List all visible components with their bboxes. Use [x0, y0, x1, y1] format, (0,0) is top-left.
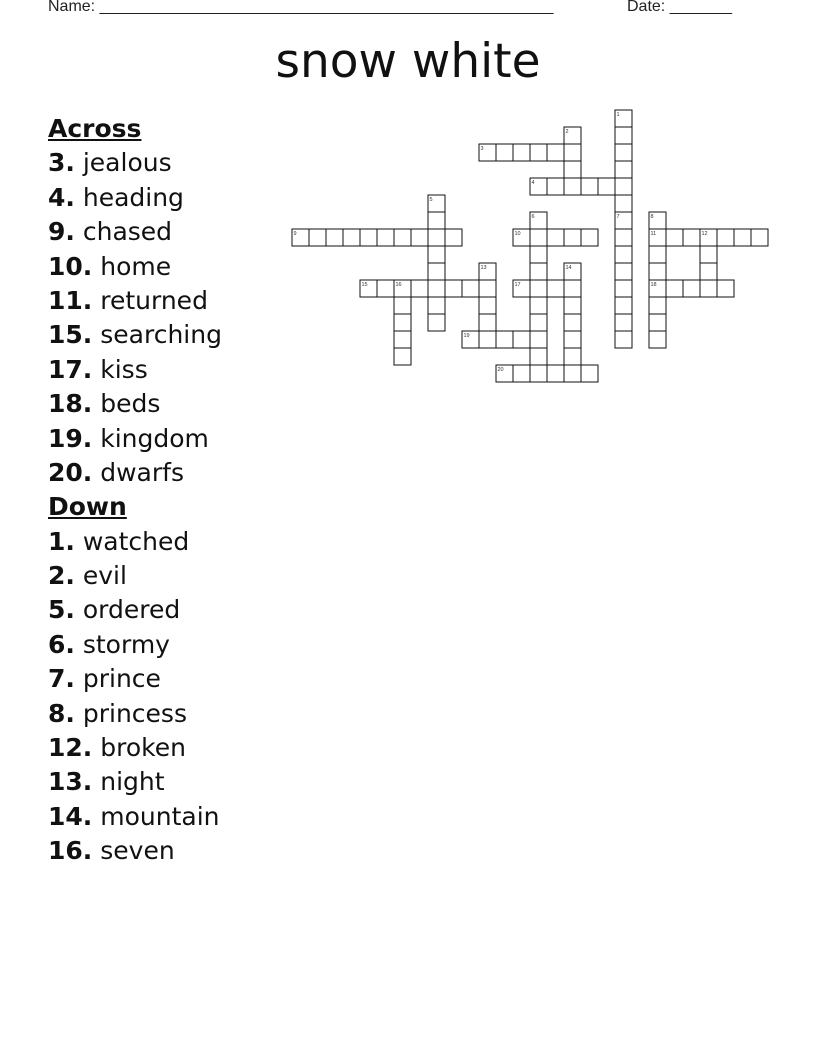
grid-cell[interactable]	[428, 297, 445, 314]
grid-cell[interactable]	[547, 144, 564, 161]
grid-cell[interactable]	[683, 229, 700, 246]
grid-cell[interactable]	[394, 331, 411, 348]
grid-cell[interactable]	[564, 365, 581, 382]
grid-cell[interactable]	[581, 365, 598, 382]
clue-text: watched	[74, 526, 190, 556]
clue-number: 8.	[48, 698, 75, 728]
cell-number: 11	[650, 231, 657, 237]
clue-text: home	[92, 251, 172, 281]
cell-number: 13	[480, 265, 487, 271]
grid-cell[interactable]	[649, 314, 666, 331]
clue-text: kiss	[92, 354, 148, 384]
cell-number: 15	[361, 282, 368, 288]
grid-cell[interactable]	[462, 280, 479, 297]
grid-cell[interactable]	[615, 297, 632, 314]
clue-number: 1.	[48, 526, 75, 556]
clue-text: evil	[74, 561, 127, 591]
cell-number: 12	[701, 231, 708, 237]
grid-cell[interactable]	[564, 229, 581, 246]
cell-number: 9	[293, 231, 297, 237]
grid-cell[interactable]	[530, 314, 547, 331]
clue-text: searching	[92, 320, 222, 350]
grid-cell[interactable]	[615, 263, 632, 280]
clue-number: 13.	[48, 767, 93, 797]
grid-cell[interactable]	[479, 331, 496, 348]
name-field-label: Name: ___________________________________________________	[48, 0, 554, 15]
grid-cell[interactable]	[615, 280, 632, 297]
grid-cell[interactable]	[547, 365, 564, 382]
grid-cell[interactable]	[547, 229, 564, 246]
grid-cell[interactable]	[615, 314, 632, 331]
grid-cell[interactable]	[700, 246, 717, 263]
cell-number: 14	[565, 265, 572, 271]
cell-number: 7	[616, 214, 620, 220]
cell-number: 6	[531, 214, 535, 220]
grid-cell[interactable]	[564, 348, 581, 365]
cell-number: 20	[497, 367, 504, 373]
grid-cell[interactable]	[326, 229, 343, 246]
page-title: snow white	[275, 34, 541, 89]
grid-cell[interactable]	[530, 331, 547, 348]
grid-cell[interactable]	[564, 314, 581, 331]
grid-cell[interactable]	[649, 246, 666, 263]
grid-cell[interactable]	[394, 297, 411, 314]
grid-cell[interactable]	[700, 263, 717, 280]
grid-cell[interactable]	[581, 178, 598, 195]
grid-cell[interactable]	[649, 331, 666, 348]
grid-cell[interactable]	[547, 280, 564, 297]
grid-cell[interactable]	[615, 161, 632, 178]
clue-text: kingdom	[92, 423, 209, 453]
grid-cell[interactable]	[683, 280, 700, 297]
grid-cell[interactable]	[530, 263, 547, 280]
grid-cell[interactable]	[377, 229, 394, 246]
clue-number: 14.	[48, 801, 93, 831]
grid-cell[interactable]	[530, 144, 547, 161]
grid-cell[interactable]	[445, 280, 462, 297]
date-field-label: Date: _______	[627, 0, 732, 15]
clue-number: 12.	[48, 733, 93, 763]
grid-cell[interactable]	[530, 280, 547, 297]
clue-number: 16.	[48, 836, 93, 866]
grid-cell[interactable]	[513, 331, 530, 348]
clue-number: 10.	[48, 251, 93, 281]
cell-number: 10	[514, 231, 521, 237]
grid-cell[interactable]	[564, 280, 581, 297]
clue-text: beds	[92, 389, 161, 419]
cell-number: 19	[463, 333, 470, 339]
across-heading: Across	[48, 114, 142, 143]
grid-cell[interactable]	[530, 246, 547, 263]
clue-text: princess	[74, 698, 187, 728]
grid-cell[interactable]	[564, 331, 581, 348]
clue-number: 11.	[48, 285, 93, 315]
grid-cell[interactable]	[615, 195, 632, 212]
grid-cell[interactable]	[717, 280, 734, 297]
grid-cell[interactable]	[530, 297, 547, 314]
grid-cell[interactable]	[564, 178, 581, 195]
clue-number: 20.	[48, 457, 93, 487]
grid-cell[interactable]	[564, 297, 581, 314]
grid-cell[interactable]	[411, 280, 428, 297]
grid-cell[interactable]	[717, 229, 734, 246]
grid-cell[interactable]	[734, 229, 751, 246]
grid-cell[interactable]	[394, 229, 411, 246]
grid-cell[interactable]	[428, 263, 445, 280]
grid-cell[interactable]	[666, 229, 683, 246]
clue-number: 4.	[48, 182, 75, 212]
clue-text: ordered	[74, 595, 181, 625]
grid-cell[interactable]	[513, 144, 530, 161]
clue-text: seven	[92, 836, 175, 866]
grid-cell[interactable]	[615, 246, 632, 263]
grid-cell[interactable]	[428, 229, 445, 246]
grid-cell[interactable]	[445, 229, 462, 246]
down-heading: Down	[48, 492, 127, 522]
clue-text: mountain	[92, 801, 220, 831]
grid-cell[interactable]	[598, 178, 615, 195]
grid-cell[interactable]	[615, 331, 632, 348]
grid-cell[interactable]	[700, 280, 717, 297]
clue-number: 9.	[48, 217, 75, 247]
clue-number: 7.	[48, 664, 75, 694]
grid-cell[interactable]	[309, 229, 326, 246]
clue-number: 17.	[48, 354, 93, 384]
grid-cell[interactable]	[666, 280, 683, 297]
grid-cell[interactable]	[581, 229, 598, 246]
grid-cell[interactable]	[530, 229, 547, 246]
cell-number: 8	[650, 214, 654, 220]
clue-number: 5.	[48, 595, 75, 625]
clue-text: returned	[92, 285, 208, 315]
cell-number: 1	[616, 112, 620, 118]
grid-cell[interactable]	[496, 144, 513, 161]
grid-cell[interactable]	[360, 229, 377, 246]
grid-cell[interactable]	[428, 314, 445, 331]
grid-cell[interactable]	[377, 280, 394, 297]
clue-text: jealous	[74, 148, 172, 178]
cell-number: 17	[514, 282, 521, 288]
clue-number: 18.	[48, 389, 93, 419]
clue-number: 3.	[48, 148, 75, 178]
grid-cell[interactable]	[615, 178, 632, 195]
grid-cell[interactable]	[547, 178, 564, 195]
clue-text: night	[92, 767, 165, 797]
grid-cell[interactable]	[343, 229, 360, 246]
grid-cell[interactable]	[615, 127, 632, 144]
cell-number: 16	[395, 282, 402, 288]
cell-number: 3	[480, 146, 484, 152]
clue-text: heading	[74, 182, 184, 212]
clue-number: 19.	[48, 423, 93, 453]
grid-cell[interactable]	[615, 229, 632, 246]
grid-cell[interactable]	[530, 365, 547, 382]
clue-text: dwarfs	[92, 457, 184, 487]
grid-cell[interactable]	[530, 348, 547, 365]
grid-cell[interactable]	[649, 297, 666, 314]
clue-number: 15.	[48, 320, 93, 350]
grid-cell[interactable]	[564, 144, 581, 161]
clue-text: chased	[74, 217, 173, 247]
grid-cell[interactable]	[564, 161, 581, 178]
grid-cell[interactable]	[428, 280, 445, 297]
grid-cell[interactable]	[479, 280, 496, 297]
cell-number: 2	[565, 129, 569, 135]
grid-cell[interactable]	[394, 348, 411, 365]
cell-number: 18	[650, 282, 657, 288]
grid-cell[interactable]	[615, 144, 632, 161]
grid-cell[interactable]	[649, 263, 666, 280]
cell-number: 4	[531, 180, 535, 186]
grid-cell[interactable]	[394, 314, 411, 331]
grid-cell[interactable]	[496, 331, 513, 348]
grid-cell[interactable]	[411, 229, 428, 246]
clue-text: stormy	[74, 629, 170, 659]
clue-number: 2.	[48, 561, 75, 591]
cell-number: 5	[429, 197, 433, 203]
grid-cell[interactable]	[479, 297, 496, 314]
clue-text: prince	[74, 664, 161, 694]
grid-cell[interactable]	[479, 314, 496, 331]
grid-cell[interactable]	[513, 365, 530, 382]
grid-cell[interactable]	[751, 229, 768, 246]
grid-cell[interactable]	[428, 212, 445, 229]
clue-number: 6.	[48, 629, 75, 659]
grid-cell[interactable]	[428, 246, 445, 263]
clue-text: broken	[92, 733, 186, 763]
